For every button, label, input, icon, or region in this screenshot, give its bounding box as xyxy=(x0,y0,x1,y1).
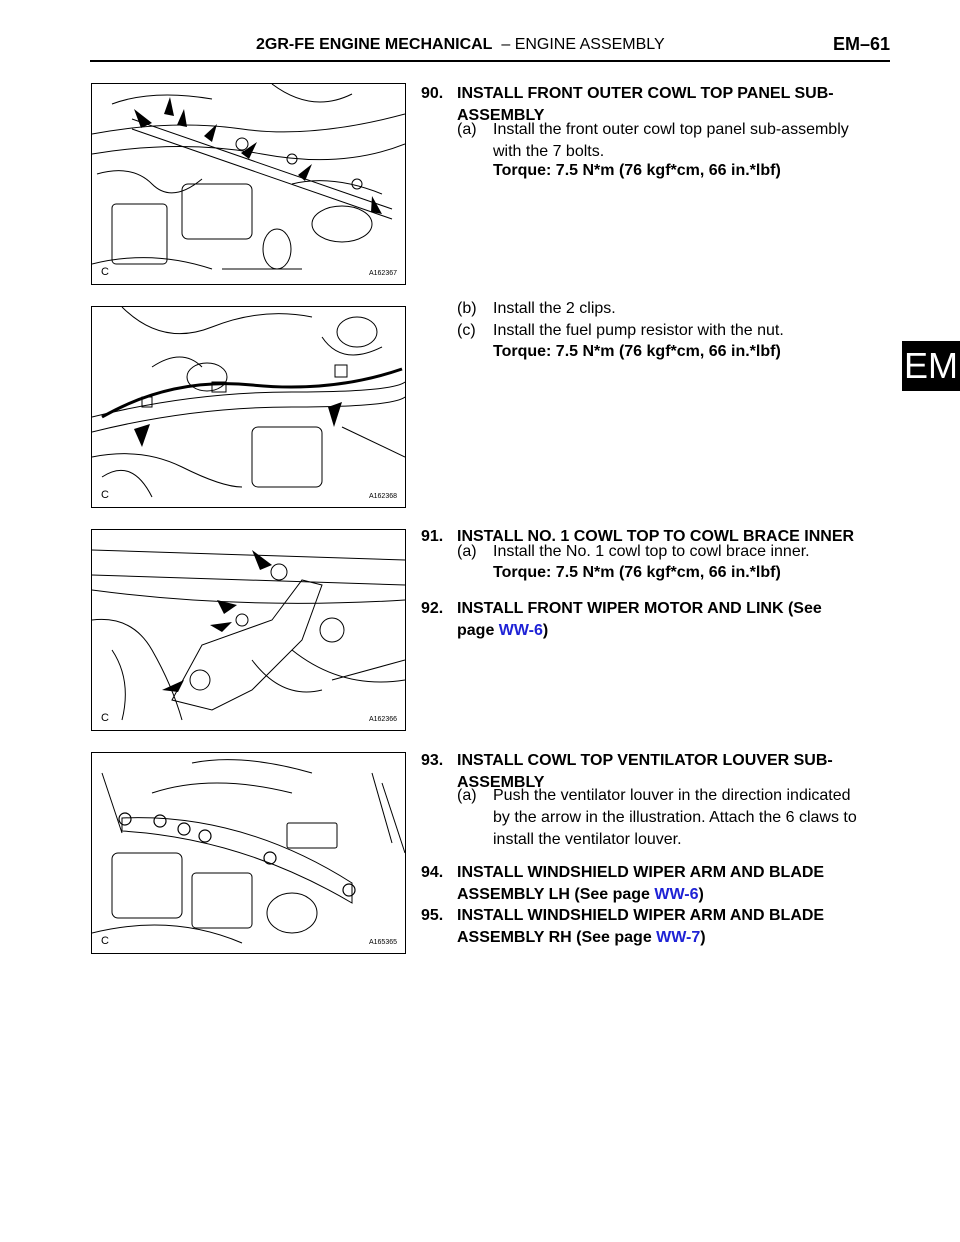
substep-90a xyxy=(457,119,891,163)
heading-text: page xyxy=(457,622,499,639)
header-title-section: – ENGINE ASSEMBLY xyxy=(501,36,665,53)
section-tab: EM xyxy=(902,341,960,391)
ww-6-link[interactable]: WW-6 xyxy=(654,886,699,903)
ww-7-link[interactable]: WW-7 xyxy=(656,929,701,946)
step-heading-line2: ASSEMBLY xyxy=(457,774,545,791)
figure-cowl-panel-bolts xyxy=(91,83,406,285)
step-number: 92. xyxy=(421,600,444,617)
torque-spec: Torque: 7.5 N*m (76 kgf*cm, 66 in.*lbf) xyxy=(493,162,781,179)
substep-letter: (c) xyxy=(457,322,476,339)
figure-id: A162366 xyxy=(368,716,397,723)
substep-90b xyxy=(457,298,891,320)
substep-text: Install the 2 clips. xyxy=(493,300,616,317)
step-number: 94. xyxy=(421,864,444,881)
engine-illustration-2 xyxy=(92,307,405,507)
step-heading-line2 xyxy=(457,620,891,642)
substep-text-line1: Install the front outer cowl top panel sub-assembly xyxy=(493,121,849,138)
step-heading-line1: INSTALL NO. 1 COWL TOP TO COWL BRACE INNER xyxy=(457,528,855,545)
figure-view-letter: C xyxy=(101,489,109,501)
substep-text-line2: with the 7 bolts. xyxy=(493,143,605,160)
torque-spec: Torque: 7.5 N*m (76 kgf*cm, 66 in.*lbf) xyxy=(493,343,781,360)
step-number: 93. xyxy=(421,752,444,769)
substep-letter: (a) xyxy=(457,121,477,138)
engine-illustration-1 xyxy=(92,84,405,284)
step-heading-line1: INSTALL FRONT WIPER MOTOR AND LINK (See xyxy=(457,600,822,617)
figure-ventilator-louver xyxy=(91,752,406,954)
substep-letter: (a) xyxy=(457,543,477,560)
substep-93a xyxy=(457,785,891,851)
step-92 xyxy=(421,598,891,642)
substep-text: Install the No. 1 cowl top to cowl brace inner. xyxy=(493,543,810,560)
figure-id: A162368 xyxy=(368,493,397,500)
step-heading-line1: INSTALL WINDSHIELD WIPER ARM AND BLADE xyxy=(457,864,825,881)
engine-illustration-4 xyxy=(92,753,405,953)
substep-text-line2: by the arrow in the illustration. Attach the 6 claws to xyxy=(493,809,857,826)
substep-text: Install the fuel pump resistor with the nut. xyxy=(493,322,784,339)
header-title-bold: 2GR-FE ENGINE MECHANICAL xyxy=(256,36,493,53)
substep-90c xyxy=(457,320,891,342)
page-header xyxy=(90,34,890,62)
figure-id: A162367 xyxy=(368,270,397,277)
torque-spec: Torque: 7.5 N*m (76 kgf*cm, 66 in.*lbf) xyxy=(493,564,781,581)
heading-text: ASSEMBLY RH (See page xyxy=(457,929,657,946)
step-heading-line2 xyxy=(457,884,891,906)
step-number: 91. xyxy=(421,528,444,545)
ww-6-link[interactable]: WW-6 xyxy=(498,622,543,639)
figure-view-letter: C xyxy=(101,712,109,724)
header-title xyxy=(256,36,665,54)
step-heading-line2 xyxy=(457,927,891,949)
step-number: 95. xyxy=(421,907,444,924)
heading-text: ) xyxy=(542,622,549,639)
substep-text-line1: Push the ventilator louver in the direction indicated xyxy=(493,787,851,804)
engine-illustration-3 xyxy=(92,530,405,730)
heading-text: ) xyxy=(700,929,706,946)
figure-clips-resistor xyxy=(91,306,406,508)
step-heading-line1: INSTALL COWL TOP VENTILATOR LOUVER SUB- xyxy=(457,752,833,769)
heading-text: ASSEMBLY LH (See page xyxy=(457,886,655,903)
page-number: EM–61 xyxy=(832,34,890,54)
substep-letter: (b) xyxy=(457,300,477,317)
heading-text: ) xyxy=(698,886,704,903)
step-heading-line2: ASSEMBLY xyxy=(457,107,545,124)
figure-view-letter: C xyxy=(101,935,109,947)
header-rule xyxy=(90,60,890,62)
substep-letter: (a) xyxy=(457,787,477,804)
substep-91a xyxy=(457,541,891,563)
step-heading-line1: INSTALL FRONT OUTER COWL TOP PANEL SUB- xyxy=(457,85,834,102)
step-94 xyxy=(421,862,891,906)
figure-id: A165365 xyxy=(368,939,397,946)
figure-view-letter: C xyxy=(101,266,109,278)
step-95 xyxy=(421,905,891,949)
step-heading-line1: INSTALL WINDSHIELD WIPER ARM AND BLADE xyxy=(457,907,825,924)
figure-cowl-brace xyxy=(91,529,406,731)
substep-text-line3: install the ventilator louver. xyxy=(493,831,682,848)
step-number: 90. xyxy=(421,85,444,102)
